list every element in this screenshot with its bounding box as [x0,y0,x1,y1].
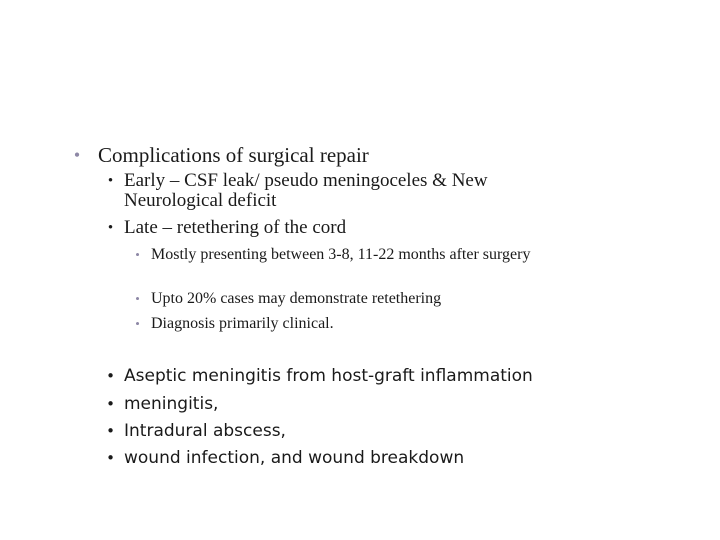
bullet-retethering-timing [124,245,584,264]
bullet-dot-icon: • [73,145,81,165]
wound-infection-text: wound infection, and wound breakdown [124,448,465,468]
bullet-dot-icon: • [135,316,140,331]
early-text: Early – CSF leak/ pseudo meningoceles & New Neurological deficit [124,170,488,211]
bullet-late [97,218,567,238]
bullet-intradural-abscess [97,420,617,443]
intradural-abscess-text: Intradural abscess, [124,421,286,441]
bullet-heading [56,143,676,167]
bullet-aseptic-meningitis [97,365,617,388]
late-text: Late – retethering of the cord [124,217,347,238]
bullet-dot-icon: • [107,220,114,236]
bullet-dot-icon: • [135,291,140,306]
bullet-wound-infection [97,447,617,470]
bullet-dot-icon: • [106,449,115,467]
heading-text: Complications of surgical repair [98,143,369,167]
aseptic-meningitis-text: Aseptic meningitis from host-graft inflammation [124,366,533,386]
diagnosis-text: Diagnosis primarily clinical. [151,315,334,332]
retethering-timing-text: Mostly presenting between 3-8, 11-22 months after surgery [151,246,531,263]
bullet-meningitis [97,393,617,416]
retethering-rate-text: Upto 20% cases may demonstrate retethering [151,290,442,307]
meningitis-text: meningitis, [124,394,219,414]
bullet-diagnosis [124,314,584,333]
bullet-dot-icon: • [106,422,115,440]
bullet-early [97,171,567,211]
bullet-dot-icon: • [135,247,140,262]
bullet-dot-icon: • [106,395,115,413]
bullet-retethering-rate [124,289,584,308]
bullet-dot-icon: • [106,367,115,385]
bullet-dot-icon: • [107,173,114,189]
